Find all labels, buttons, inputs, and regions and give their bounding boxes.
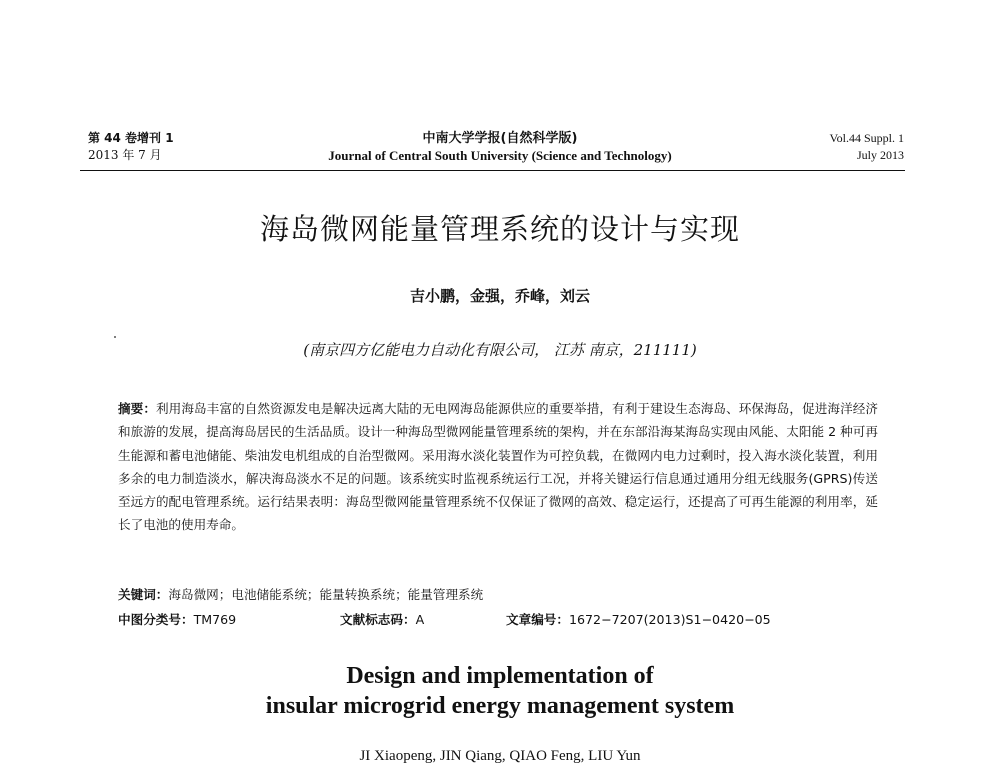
header-volume-en: Vol.44 Suppl. 1	[829, 131, 904, 145]
abstract-label: 摘要：	[118, 401, 157, 416]
clc-field	[118, 608, 236, 631]
header-volume-en-block	[830, 130, 904, 164]
article-authors-cn: 吉小鹏，金强，乔峰，刘云	[409, 287, 590, 305]
header-journal-cn: 中南大学学报(自然科学版)	[422, 131, 578, 146]
article-authors-en: JI Xiaopeng, JIN Qiang, QIAO Feng, LIU Yun	[359, 748, 641, 764]
header-date-cn: 2013 年 7 月	[88, 148, 162, 162]
abstract	[118, 397, 878, 537]
article-title-en-line1: Design and implementation of	[346, 663, 654, 689]
clc-label: 中图分类号：	[118, 612, 194, 627]
header-date-en: July 2013	[856, 148, 904, 162]
abstract-text: 利用海岛丰富的自然资源发电是解决远离大陆的无电网海岛能源供应的重要举措，有利于建设生态海岛、环保海岛，促进海洋经济和旅游的发展，提高海岛居民的生活品质。设计一种海岛型微网能量管理系统的架构，并在东部沿海某海岛实现由风能、太阳能 2 种可再生能源和蓄电池储能、柴油发电机组成的自治型微网。采用海水淡化装置作为可控负载，在微网内电力过剩时，投入海水淡化装置，利用多余的电力制造淡水，解决海岛淡水不足的问题。该系统实时监视系统运行工况，并将关键运行信息通过通用分组无线服务(GPRS)传送至远方的配电管理系统。运行结果表明：海岛型微网能量管理系统不仅保证了微网的高效、稳定运行，还提高了可再生能源的利用率，延长了电池的使用寿命。	[118, 401, 879, 533]
keywords-text: 海岛微网；电池储能系统；能量转换系统；能量管理系统	[168, 587, 484, 602]
keywords	[118, 583, 878, 606]
article-number-label: 文章编号：	[506, 612, 569, 627]
article-title-en	[0, 661, 1000, 721]
header-rule	[80, 170, 905, 171]
doc-code-field	[340, 608, 424, 631]
header-journal-en: Journal of Central South University (Science and Technology)	[328, 148, 672, 163]
keywords-label: 关键词：	[118, 587, 169, 602]
doc-code-value: A	[415, 612, 425, 627]
header-volume-cn: 第 44 卷增刊 1	[88, 131, 174, 145]
article-affiliation-cn: (南京四方亿能电力自动化有限公司， 江苏 南京，211111)	[303, 341, 697, 359]
article-number-field	[506, 608, 771, 631]
doc-code-label: 文献标志码：	[340, 612, 416, 627]
clc-value: TM769	[193, 612, 237, 627]
article-title-cn: 海岛微网能量管理系统的设计与实现	[259, 212, 740, 246]
scan-speck	[114, 336, 116, 338]
article-number-value: 1672−7207(2013)S1−0420−05	[568, 612, 771, 627]
article-title-en-line2: insular microgrid energy management system	[265, 693, 735, 719]
